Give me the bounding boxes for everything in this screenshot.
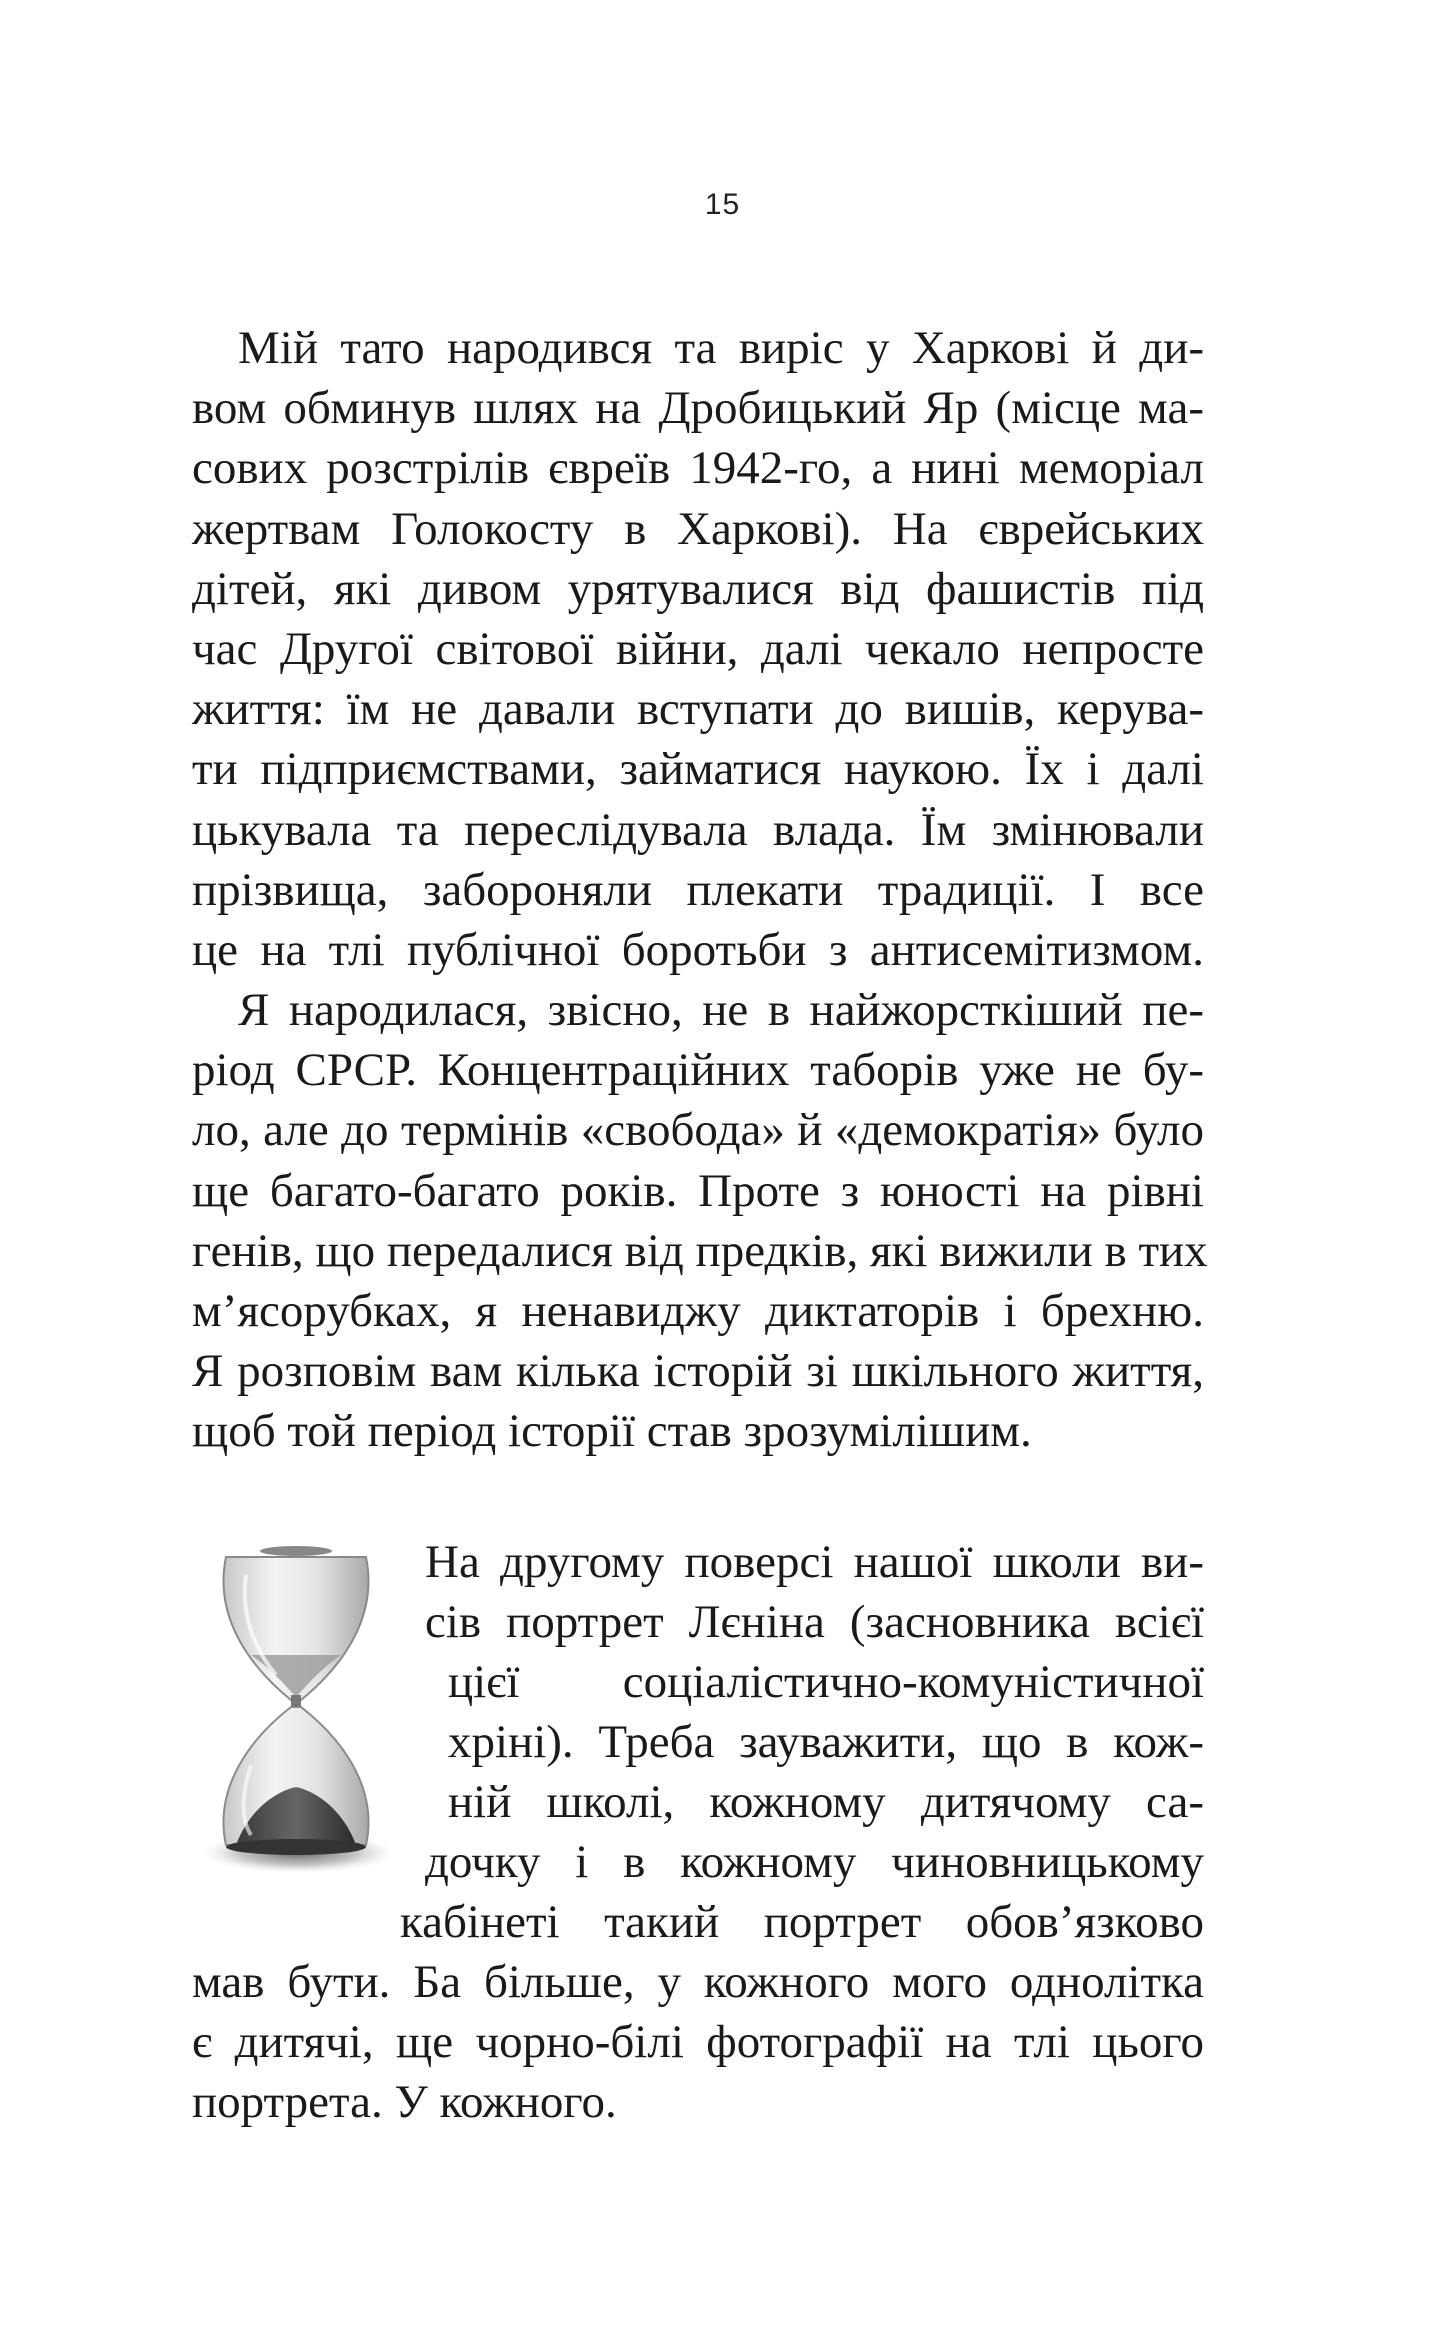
- paragraph-1-line: дітей, які дивом урятувалися від фашистів під: [192, 562, 1204, 615]
- paragraph-3-line: На другому поверсі нашої школи ви-: [425, 1536, 1204, 1588]
- paragraph-2-line: Я народилася, звісно, не в найжорсткіший пе-: [238, 984, 1204, 1037]
- paragraph-3-line: є дитячі, ще чорно-білі фотографії на тлі цього: [192, 2016, 1204, 2068]
- paragraph-3-line: хріні). Треба зауважити, що в кож-: [448, 1716, 1204, 1768]
- paragraph-1-line: жертвам Голокосту в Харкові). На єврейських: [192, 502, 1204, 555]
- paragraph-3-line: портрета. У кожного.: [192, 2076, 617, 2128]
- paragraph-2-line: м’ясорубках, я ненавиджу диктаторів і брехню.: [192, 1285, 1204, 1337]
- paragraph-1-line: ти підприємствами, займатися наукою. Їх і далі: [192, 743, 1204, 796]
- paragraph-1-line: цькувала та переслідувала влада. Їм змінювали: [192, 803, 1204, 856]
- paragraph-3-line: сів портрет Лєніна (засновника всієї: [425, 1596, 1204, 1648]
- paragraph-3-line: ній школі, кожному дитячому са-: [448, 1776, 1204, 1828]
- paragraph-1-line: сових розстрілів євреїв 1942-го, а нині меморіал: [192, 442, 1204, 495]
- paragraph-2-line: ріод СРСР. Концентраційних таборів уже не бу-: [192, 1044, 1204, 1097]
- paragraph-1-line: Мій тато народився та виріс у Харкові й ди-: [238, 322, 1204, 374]
- paragraph-2-line: ло, але до термінів «свобода» й «демократія» було: [192, 1104, 1204, 1157]
- paragraph-1-line: прізвища, забороняли плекати традиції. І все: [192, 863, 1204, 916]
- paragraph-3-line: мав бути. Ба більше, у кожного мого однолітка: [192, 1956, 1204, 2008]
- paragraph-1-line: вом обминув шлях на Дробицький Яр (місце ма-: [192, 382, 1204, 435]
- paragraph-1-line: час Другої світової війни, далі чекало непросте: [192, 622, 1204, 675]
- paragraph-1-line: це на тлі публічної боротьби з антисемітизмом.: [192, 923, 1204, 976]
- hourglass-icon: [196, 1535, 396, 1885]
- page-number: 15: [704, 188, 741, 221]
- paragraph-2-line: щоб той період історії став зрозумілішим.: [192, 1405, 1032, 1458]
- body-text-top: [192, 318, 1208, 1462]
- paragraph-3-line: дочку і в кожному чиновницькому: [425, 1836, 1204, 1888]
- paragraph-1-line: життя: їм не давали вступати до вишів, керува-: [192, 683, 1204, 736]
- paragraph-3-line: цієї соціалістично-комуністичної: [448, 1656, 1204, 1708]
- paragraph-3-line: кабінеті такий портрет обов’язково: [400, 1896, 1204, 1948]
- paragraph-2-line: генів, що передалися від предків, які вижили в тих: [192, 1224, 1208, 1277]
- paragraph-2-line: Я розповім вам кілька історій зі шкільного життя,: [192, 1345, 1204, 1398]
- paragraph-2-line: ще багато-багато років. Проте з юності на рівні: [192, 1164, 1204, 1217]
